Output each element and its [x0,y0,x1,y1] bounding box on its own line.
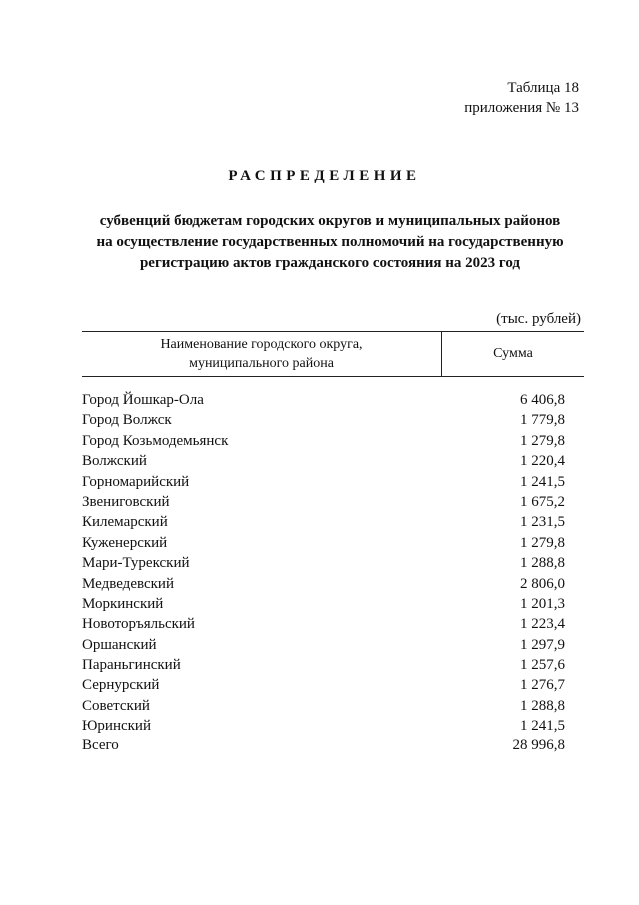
table-row [82,655,565,675]
row-name: Оршанский [82,636,157,653]
table-row [82,614,565,634]
row-name: Советский [82,697,150,714]
subtitle-line-1: субвенций бюджетам городских округов и муниципальных районов [99,213,561,229]
row-sum: 6 406,8 [520,392,565,408]
table-header [82,331,584,377]
row-sum: 1 779,8 [520,412,565,429]
table-number: Таблица 18 [507,80,579,96]
table-row [82,675,565,695]
units-label: (тыс. рублей) [496,311,581,327]
subtitle-line-2: на осуществление государственных полномочий на государственную [96,234,564,250]
row-sum: 1 276,7 [520,677,565,694]
document-subtitle [70,211,590,274]
row-sum: 1 675,2 [520,493,565,510]
row-sum: 1 288,8 [520,555,565,572]
appendix-number: приложения № 13 [464,100,579,116]
row-sum: 1 288,8 [520,697,565,714]
row-name: Юринский [82,718,151,735]
row-sum: 1 297,9 [520,636,565,653]
row-name: Горномарийский [82,473,190,490]
table-row [82,635,565,655]
row-name: Звениговский [82,493,170,510]
table-row [82,410,565,430]
table-row [82,390,565,410]
row-sum: 1 220,4 [520,453,565,470]
table-row [82,492,565,512]
table-reference [464,78,579,118]
table-row [82,594,565,614]
row-sum: 1 241,5 [520,718,565,735]
row-sum: 1 223,4 [520,616,565,633]
row-sum: 1 201,3 [520,595,565,612]
row-sum: 1 257,6 [520,657,565,674]
table-row [82,533,565,553]
row-name: Моркинский [82,595,164,612]
row-name: Сернурский [82,677,160,694]
row-sum: 1 241,5 [520,473,565,490]
table-row [82,553,565,573]
column-header-sum: Сумма [493,346,533,361]
total-label: Всего [82,737,119,753]
table-row [82,451,565,471]
document-title: РАСПРЕДЕЛЕНИЕ [228,168,421,184]
row-name: Медведевский [82,575,174,592]
row-sum: 1 231,5 [520,514,565,531]
row-name: Волжский [82,453,147,470]
table-total-row [82,737,565,754]
subtitle-line-3: регистрацию актов гражданского состояния на 2023 год [139,255,521,271]
total-sum: 28 996,8 [512,737,565,753]
table-row [82,431,565,451]
row-sum: 1 279,8 [520,432,565,449]
table-row [82,512,565,532]
row-sum: 1 279,8 [520,534,565,551]
row-name: Килемарский [82,514,168,531]
table-row [82,472,565,492]
row-name: Город Волжск [82,412,172,429]
row-sum: 2 806,0 [520,575,565,592]
table-row [82,574,565,594]
row-name: Мари-Турекский [82,555,190,572]
row-name: Куженерский [82,534,168,551]
table-row [82,716,565,736]
table-body [82,390,565,737]
table-row [82,696,565,716]
row-name: Параньгинский [82,657,181,674]
column-header-name: Наименование городского округа, муниципального района [82,332,442,376]
row-name: Город Йошкар-Ола [82,392,204,408]
row-name: Город Козьмодемьянск [82,432,229,449]
row-name: Новоторъяльский [82,616,195,633]
